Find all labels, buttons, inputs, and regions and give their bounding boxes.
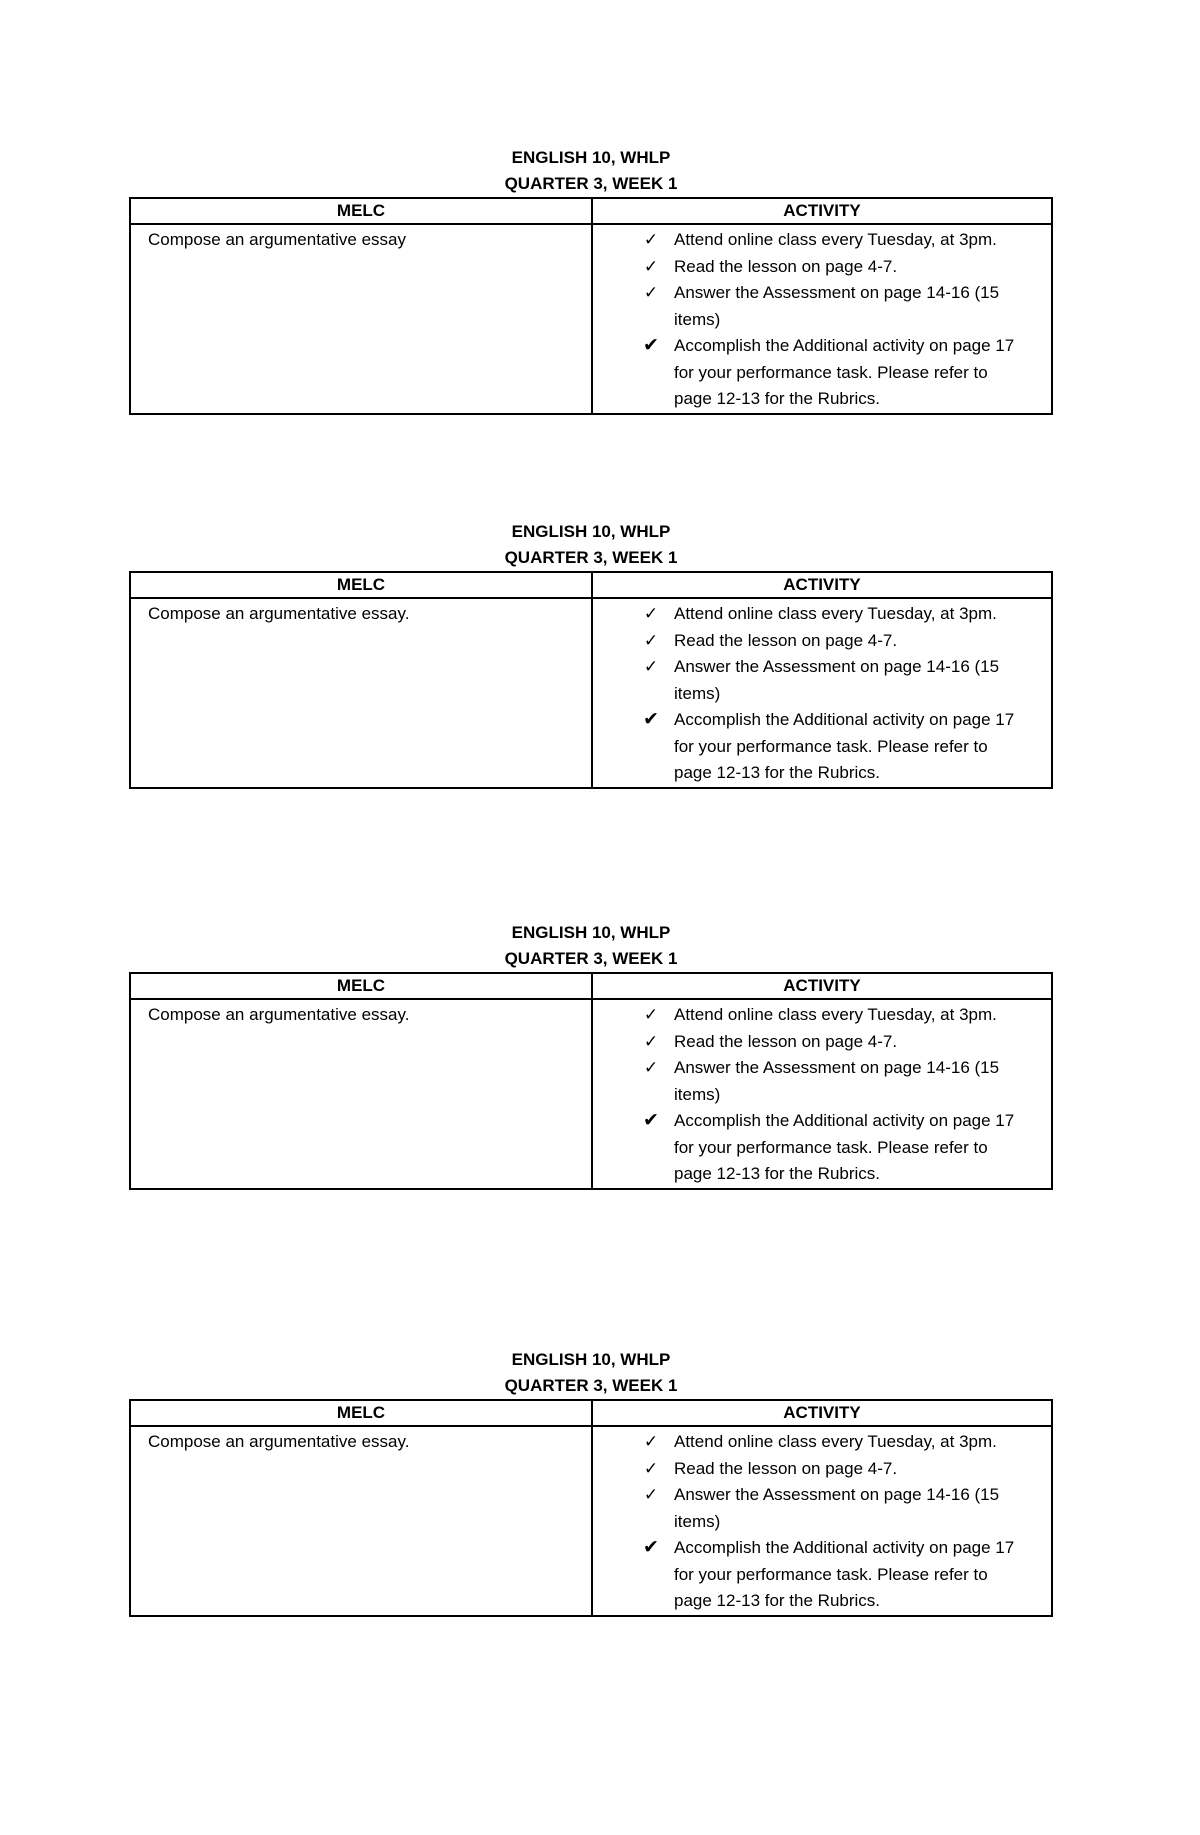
activity-item: [593, 1055, 1051, 1108]
check-icon: ✓: [643, 230, 659, 249]
activity-list: [593, 599, 1051, 787]
block-title: ENGLISH 10, WHLP: [511, 923, 671, 942]
heavy-check-icon: ✔: [643, 709, 659, 730]
melc-header: MELC: [130, 198, 592, 224]
activity-text: Read the lesson on page 4-7.: [674, 256, 898, 276]
activity-list: [593, 225, 1051, 413]
activity-item: [593, 1535, 1051, 1615]
activity-item: [593, 1456, 1051, 1483]
whlp-table: [129, 197, 1053, 415]
table-row: [130, 1426, 1052, 1616]
whlp-block: [129, 1347, 1053, 1617]
whlp-block: [129, 519, 1053, 789]
heavy-check-icon: ✔: [643, 1537, 659, 1558]
check-icon: ✓: [643, 1485, 659, 1504]
activity-text: Attend online class every Tuesday, at 3pm.: [674, 1432, 997, 1451]
activity-item: [593, 1002, 1051, 1029]
activity-item: [593, 280, 1051, 333]
activity-text: Attend online class every Tuesday, at 3pm.: [674, 1005, 997, 1024]
melc-cell: [130, 598, 592, 788]
check-icon: ✓: [643, 1031, 659, 1051]
activity-item: [593, 254, 1051, 281]
activity-item: [593, 654, 1051, 707]
melc-header: MELC: [130, 572, 592, 598]
activity-text: Read the lesson on page 4-7.: [674, 1458, 898, 1478]
activity-text: Read the lesson on page 4-7.: [674, 1031, 898, 1051]
melc-text: Compose an argumentative essay.: [148, 1005, 410, 1024]
activity-cell: [592, 999, 1052, 1189]
activity-item: [593, 601, 1051, 628]
activity-text: Attend online class every Tuesday, at 3pm.: [674, 230, 997, 249]
melc-text: Compose an argumentative essay.: [148, 604, 410, 623]
table-row: [130, 999, 1052, 1189]
check-icon: ✓: [643, 604, 659, 623]
block-subtitle: QUARTER 3, WEEK 1: [504, 1376, 678, 1395]
activity-text: Accomplish the Additional activity on page 17 for your performance task. Please refer to page 12-13 for the Rubrics.: [674, 710, 1015, 782]
check-icon: ✓: [643, 283, 659, 302]
melc-header: MELC: [130, 973, 592, 999]
block-title: ENGLISH 10, WHLP: [511, 148, 671, 167]
whlp-block: [129, 145, 1053, 415]
melc-cell: [130, 999, 592, 1189]
activity-item: [593, 1482, 1051, 1535]
activity-item: [593, 227, 1051, 254]
check-icon: ✓: [643, 657, 659, 676]
activity-header: ACTIVITY: [592, 198, 1052, 224]
activity-text: Accomplish the Additional activity on page 17 for your performance task. Please refer to page 12-13 for the Rubrics.: [674, 1538, 1015, 1610]
block-subtitle: QUARTER 3, WEEK 1: [504, 949, 678, 968]
melc-cell: [130, 1426, 592, 1616]
activity-header: ACTIVITY: [592, 1400, 1052, 1426]
activity-header: ACTIVITY: [592, 572, 1052, 598]
activity-text: Answer the Assessment on page 14-16 (15 items): [674, 1485, 1000, 1531]
activity-text: Answer the Assessment on page 14-16 (15 items): [674, 283, 1000, 329]
activity-item: [593, 707, 1051, 787]
check-icon: ✓: [643, 1058, 659, 1077]
check-icon: ✓: [643, 1458, 659, 1478]
whlp-table: [129, 972, 1053, 1190]
activity-header: ACTIVITY: [592, 973, 1052, 999]
activity-list: [593, 1427, 1051, 1615]
block-subtitle: QUARTER 3, WEEK 1: [504, 548, 678, 567]
activity-cell: [592, 1426, 1052, 1616]
activity-text: Accomplish the Additional activity on page 17 for your performance task. Please refer to page 12-13 for the Rubrics.: [674, 1111, 1015, 1183]
activity-item: [593, 1029, 1051, 1056]
whlp-table: [129, 1399, 1053, 1617]
whlp-block: [129, 920, 1053, 1190]
activity-text: Answer the Assessment on page 14-16 (15 items): [674, 657, 1000, 703]
melc-text: Compose an argumentative essay.: [148, 1432, 410, 1451]
block-title: ENGLISH 10, WHLP: [511, 522, 671, 541]
activity-list: [593, 1000, 1051, 1188]
table-row: [130, 224, 1052, 414]
check-icon: ✓: [643, 630, 659, 650]
activity-item: [593, 1108, 1051, 1188]
heavy-check-icon: ✔: [643, 1110, 659, 1131]
melc-header: MELC: [130, 1400, 592, 1426]
whlp-table: [129, 571, 1053, 789]
check-icon: ✓: [643, 256, 659, 276]
activity-cell: [592, 224, 1052, 414]
table-row: [130, 598, 1052, 788]
check-icon: ✓: [643, 1432, 659, 1451]
activity-item: [593, 333, 1051, 413]
block-subtitle: QUARTER 3, WEEK 1: [504, 174, 678, 193]
heavy-check-icon: ✔: [643, 335, 659, 356]
activity-item: [593, 1429, 1051, 1456]
check-icon: ✓: [643, 1005, 659, 1024]
activity-text: Attend online class every Tuesday, at 3pm.: [674, 604, 997, 623]
activity-item: [593, 628, 1051, 655]
activity-text: Accomplish the Additional activity on page 17 for your performance task. Please refer to page 12-13 for the Rubrics.: [674, 336, 1015, 408]
activity-text: Read the lesson on page 4-7.: [674, 630, 898, 650]
melc-cell: [130, 224, 592, 414]
block-title: ENGLISH 10, WHLP: [511, 1350, 671, 1369]
activity-text: Answer the Assessment on page 14-16 (15 items): [674, 1058, 1000, 1104]
melc-text: Compose an argumentative essay: [148, 230, 406, 249]
activity-cell: [592, 598, 1052, 788]
